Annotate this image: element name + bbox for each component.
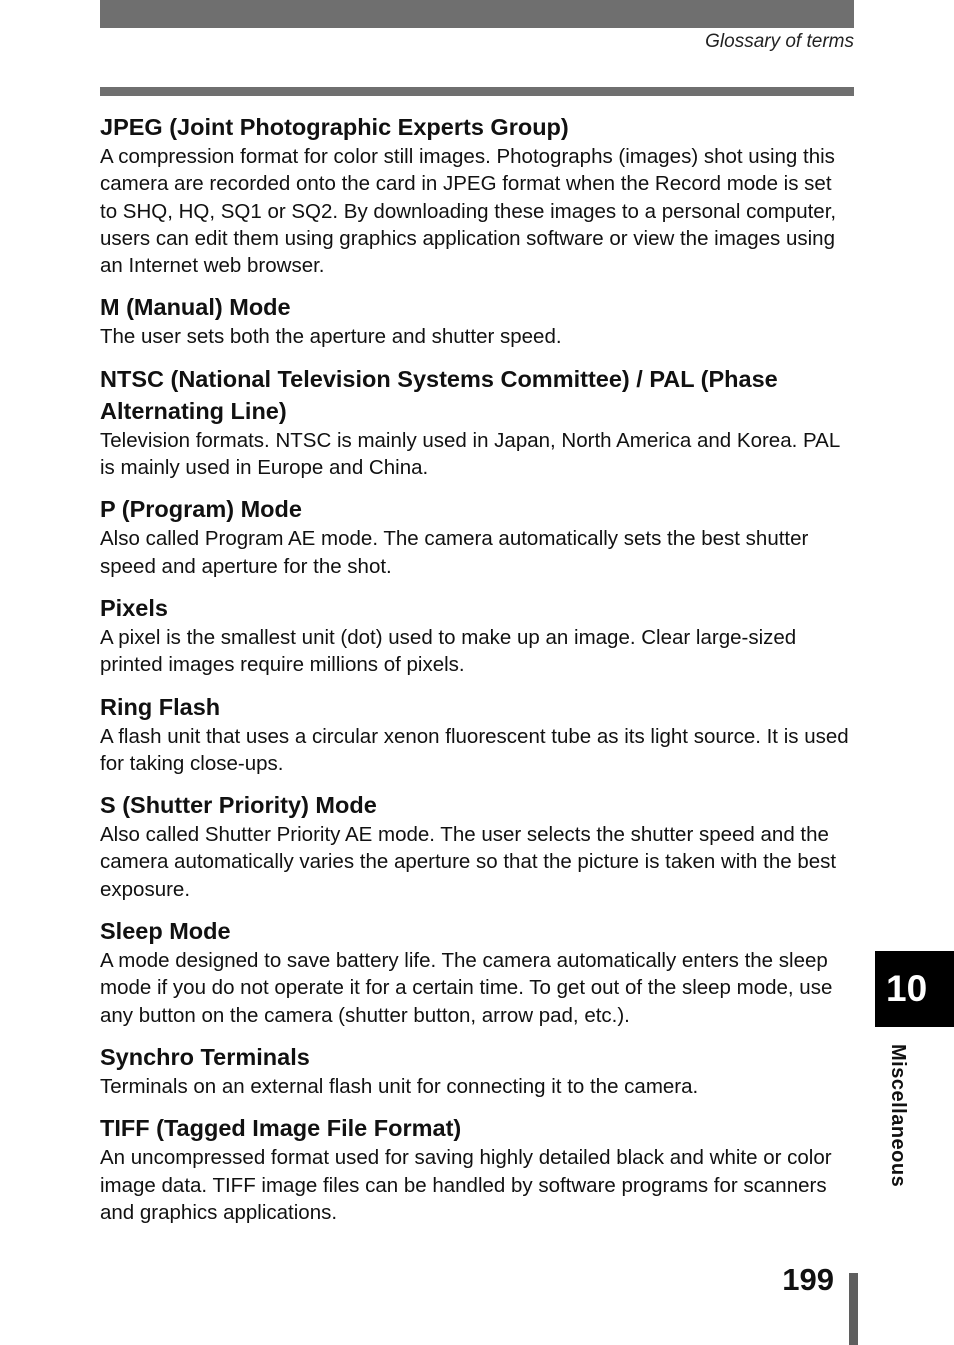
term-title: NTSC (National Television Systems Committee) / PAL (Phase Alternating Line)	[100, 365, 778, 424]
term-description: A mode designed to save battery life. The camera automatically enters the sleep mode if you do not operate it for a certain time. To get out of the sleep mode, use any button on the camera (shutter button, arrow pad, etc.).	[100, 949, 833, 1027]
chapter-label: Miscellaneous	[887, 1044, 909, 1188]
term-description: A flash unit that uses a circular xenon fluorescent tube as its light source. It is used for taking close-ups.	[100, 724, 849, 775]
section-label: Glossary of terms	[705, 31, 854, 52]
glossary-entry	[100, 291, 852, 350]
glossary-entry	[100, 363, 852, 482]
glossary-entry	[100, 691, 852, 778]
term-title: Synchro Terminals	[100, 1043, 310, 1070]
term-title: S (Shutter Priority) Mode	[100, 792, 377, 819]
term-title: Ring Flash	[100, 693, 221, 720]
term-description: An uncompressed format used for saving highly detailed black and white or color image data. TIFF image files can be handled by software programs for scanners and graphics applications.	[100, 1146, 832, 1224]
term-title: P (Program) Mode	[100, 496, 302, 523]
glossary-entry	[100, 1112, 852, 1226]
term-title: TIFF (Tagged Image File Format)	[100, 1115, 462, 1142]
term-title: JPEG (Joint Photographic Experts Group)	[100, 114, 569, 140]
glossary-list	[100, 111, 852, 1238]
term-description: A pixel is the smallest unit (dot) used to make up an image. Clear large-sized printed images require millions of pixels.	[100, 625, 797, 677]
term-description: Terminals on an external flash unit for connecting it to the camera.	[100, 1074, 699, 1098]
term-description: The user sets both the aperture and shutter speed.	[100, 325, 562, 349]
term-description: Also called Shutter Priority AE mode. The user selects the shutter speed and the camera automatically varies the aperture so that the picture is taken with the best exposure.	[100, 823, 837, 901]
page-number-bar	[849, 1273, 858, 1345]
glossary-entry	[100, 1041, 852, 1100]
glossary-entry	[100, 592, 852, 679]
header-bar	[100, 0, 854, 28]
glossary-entry	[100, 789, 852, 903]
term-title: M (Manual) Mode	[100, 294, 291, 321]
chapter-tab: 10	[875, 951, 954, 1027]
term-title: Sleep Mode	[100, 918, 231, 945]
page-number: 199	[782, 1262, 834, 1297]
header-rule	[100, 87, 854, 96]
term-description: A compression format for color still images. Photographs (images) shot using this camera are recorded onto the card in JPEG format when the Record mode is set to SHQ, HQ, SQ1 or SQ2. By downloading these images to a personal computer, users can edit them using graphics application software or view the images using an Internet web browser.	[100, 145, 837, 278]
term-description: Also called Program AE mode. The camera automatically sets the best shutter speed and aperture for the shot.	[100, 527, 809, 578]
glossary-entry	[100, 493, 852, 580]
term-description: Television formats. NTSC is mainly used in Japan, North America and Korea. PAL is mainly used in Europe and China.	[100, 428, 840, 480]
glossary-entry	[100, 111, 852, 279]
glossary-entry	[100, 915, 852, 1029]
term-title: Pixels	[100, 594, 168, 621]
